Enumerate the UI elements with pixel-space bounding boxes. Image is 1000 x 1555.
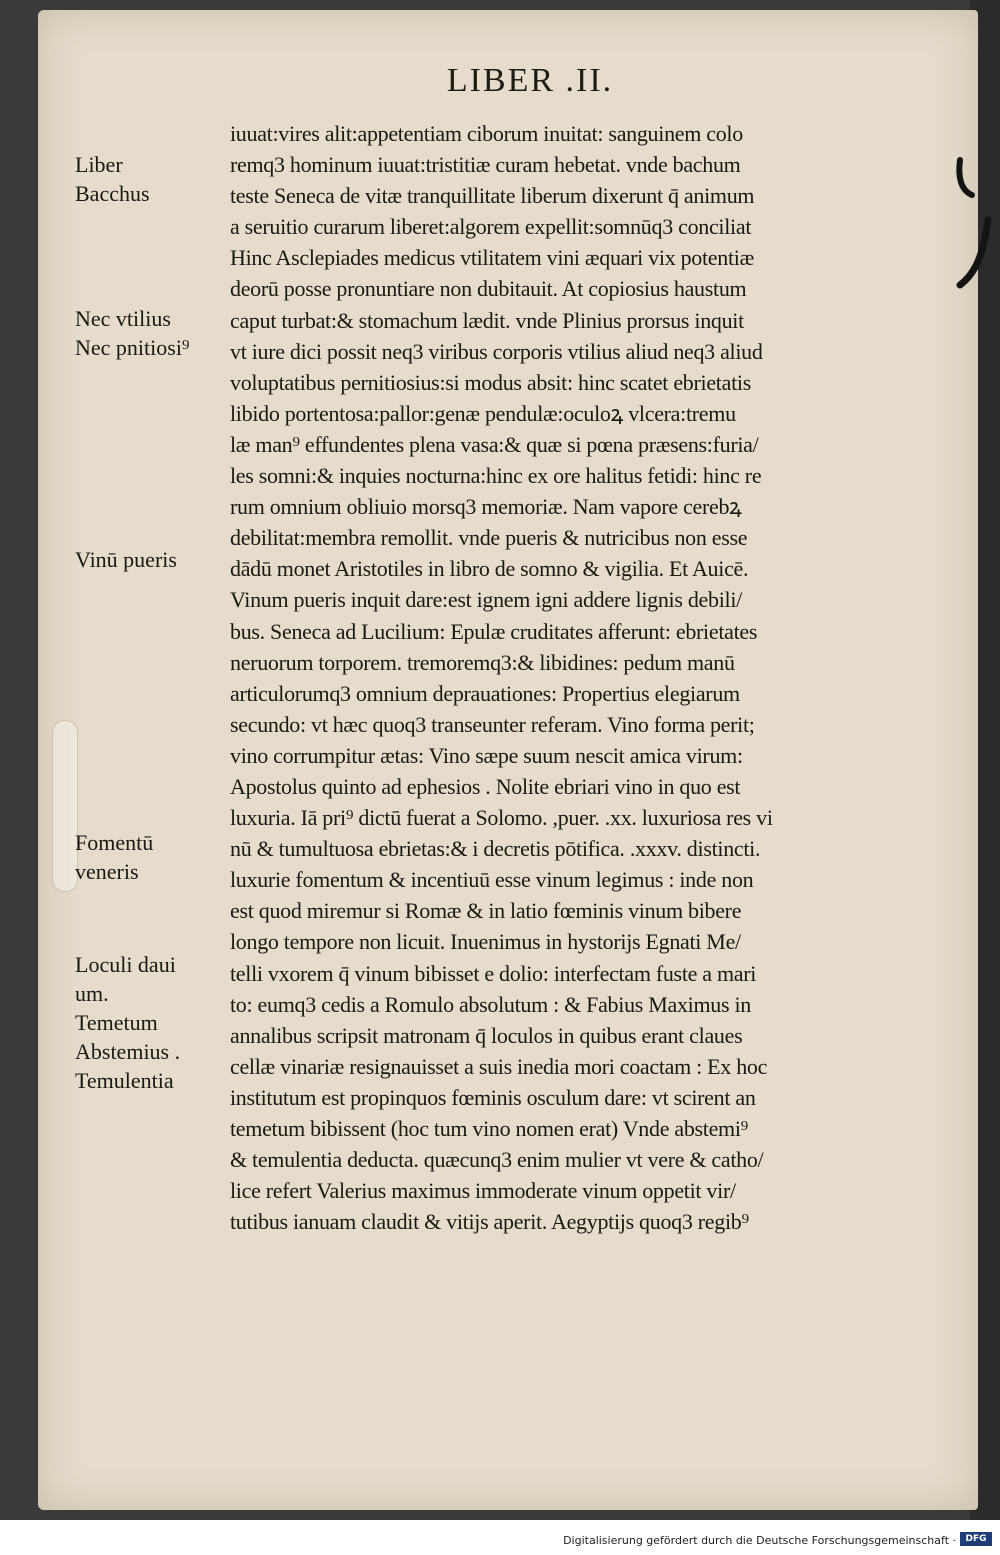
- marginal-note-line: Loculi daui: [75, 952, 176, 977]
- text-line: lice refert Valerius maximus immoderate vinum oppetit vir/: [230, 1178, 736, 1204]
- text-line: annalibus scripsit matronam q̄ loculos in quibus erant claues: [230, 1022, 743, 1048]
- text-line: vt iure dici possit neq3 viribus corporis vtilius aliud neq3 aliud: [230, 338, 763, 364]
- text-line: & temulentia deducta. quæcunq3 enim mulier vt vere & catho/: [230, 1147, 764, 1173]
- text-line: Apostolus quinto ad ephesios . Nolite ebriari vino in quo est: [230, 773, 741, 799]
- text-line: teste Seneca de vitæ tranquillitate liberum dixerunt q̄ animum: [230, 183, 755, 209]
- text-line: longo tempore non licuit. Inuenimus in hystorijs Egnati Me/: [230, 929, 741, 955]
- marginal-note-vinum-pueris: [75, 545, 225, 574]
- text-line: remq3 hominum iuuat:tristitiæ curam hebetat. vnde bachum: [230, 152, 741, 178]
- marginal-note-line: Temulentia: [75, 1068, 174, 1093]
- text-line: articulorumq3 omnium deprauationes: Propertius elegiarum: [230, 680, 740, 706]
- marginal-note-line: Vinū pueris: [75, 547, 177, 572]
- text-line: Hinc Asclepiades medicus vtilitatem vini æquari vix potentiæ: [230, 245, 754, 271]
- text-line: bus. Seneca ad Lucilium: Epulæ cruditates afferunt: ebrietates: [230, 618, 758, 644]
- marginal-note-loculi-temetum: [75, 950, 225, 1095]
- text-line: debilitat:membra remollit. vnde pueris & nutricibus non esse: [230, 525, 748, 551]
- text-line: luxuria. Iā pri⁹ dictū fuerat a Solomo. ,puer. .xx. luxuriosa res vi: [230, 805, 773, 831]
- marginal-note-line: um.: [75, 981, 109, 1006]
- ink-marks-decoration: [940, 150, 1000, 310]
- text-line: rum omnium obliuio morsq3 memoriæ. Nam vapore cerebꝝ: [230, 494, 742, 520]
- marginal-note-line: Liber: [75, 152, 123, 177]
- text-line: libido portentosa:pallor:genæ pendulæ:oculoꝝ vlcera:tremu: [230, 400, 736, 426]
- text-line: deorū posse pronuntiare non dubitauit. At copiosius haustum: [230, 276, 747, 302]
- text-line: temetum bibissent (hoc tum vino nomen erat) Vnde abstemi⁹: [230, 1116, 749, 1141]
- text-line: est quod miremur si Romæ & in latio fœminis vinum bibere: [230, 898, 742, 924]
- text-line: dādū monet Aristotiles in libro de somno & vigilia. Et Auicē.: [230, 556, 749, 582]
- marginal-note-line: Temetum: [75, 1010, 158, 1035]
- text-line: voluptatibus pernitiosius:si modus absit: hinc scatet ebrietatis: [230, 369, 751, 395]
- text-line: Vinum pueris inquit dare:est ignem igni addere lignis debili/: [230, 587, 742, 613]
- marginal-note-liber-bacchus: [75, 150, 225, 208]
- body-text: [230, 118, 920, 1237]
- text-line: vino corrumpitur ætas: Vino sæpe suum nescit amica virum:: [230, 742, 743, 768]
- text-line: a seruitio curarum liberet:algorem expellit:somnūq3 conciliat: [230, 214, 752, 240]
- running-head: LIBER .II.: [446, 62, 614, 99]
- text-line: institutum est propinquos fœminis osculum dare: vt scirent an: [230, 1084, 756, 1110]
- footer-bar: [0, 1520, 1000, 1555]
- text-line: cellæ vinariæ resignauisset a suis inedia mori coactam : Ex hoc: [230, 1053, 768, 1079]
- text-line: luxurie fomentum & incentiuū esse vinum legimus : inde non: [230, 867, 754, 893]
- text-line: caput turbat:& stomachum lædit. vnde Plinius prorsus inquit: [230, 307, 744, 333]
- marginal-note-nec-vtilius: [75, 304, 225, 362]
- marginal-note-line: Fomentū: [75, 830, 154, 855]
- marginal-note-line: Bacchus: [75, 181, 150, 206]
- marginal-note-line: Nec pnitiosi⁹: [75, 335, 190, 360]
- text-line: læ man⁹ effundentes plena vasa:& quæ si pœna præsens:furia/: [230, 431, 759, 457]
- text-line: secundo: vt hæc quoq3 transeunter referam. Vino forma perit;: [230, 711, 755, 737]
- text-line: nū & tumultuosa ebrietas:& i decretis pōtifica. .xxxv. distincti.: [230, 836, 761, 862]
- dfg-logo: DFG: [960, 1532, 992, 1546]
- marginal-note-line: veneris: [75, 859, 139, 884]
- text-line: telli vxorem q̄ vinum bibisset e dolio: interfectam fuste a mari: [230, 960, 757, 986]
- text-line: iuuat:vires alit:appetentiam ciborum inuitat: sanguinem colo: [230, 121, 743, 146]
- marginal-note-fomentum-veneris: [75, 828, 225, 886]
- text-line: neruorum torporem. tremoremq3:& libidines: pedum manū: [230, 649, 735, 675]
- marginal-note-line: Abstemius .: [75, 1039, 181, 1064]
- funding-credit: Digitalisierung gefördert durch die Deutsche Forschungsgemeinschaft ·: [563, 1534, 956, 1547]
- text-line: les somni:& inquies nocturna:hinc ex ore halitus fetidi: hinc re: [230, 463, 762, 489]
- text-line: tutibus ianuam claudit & vitijs aperit. Aegyptijs quoq3 regib⁹: [230, 1209, 749, 1235]
- text-line: to: eumq3 cedis a Romulo absolutum : & Fabius Maximus in: [230, 991, 751, 1017]
- marginal-note-line: Nec vtilius: [75, 306, 171, 331]
